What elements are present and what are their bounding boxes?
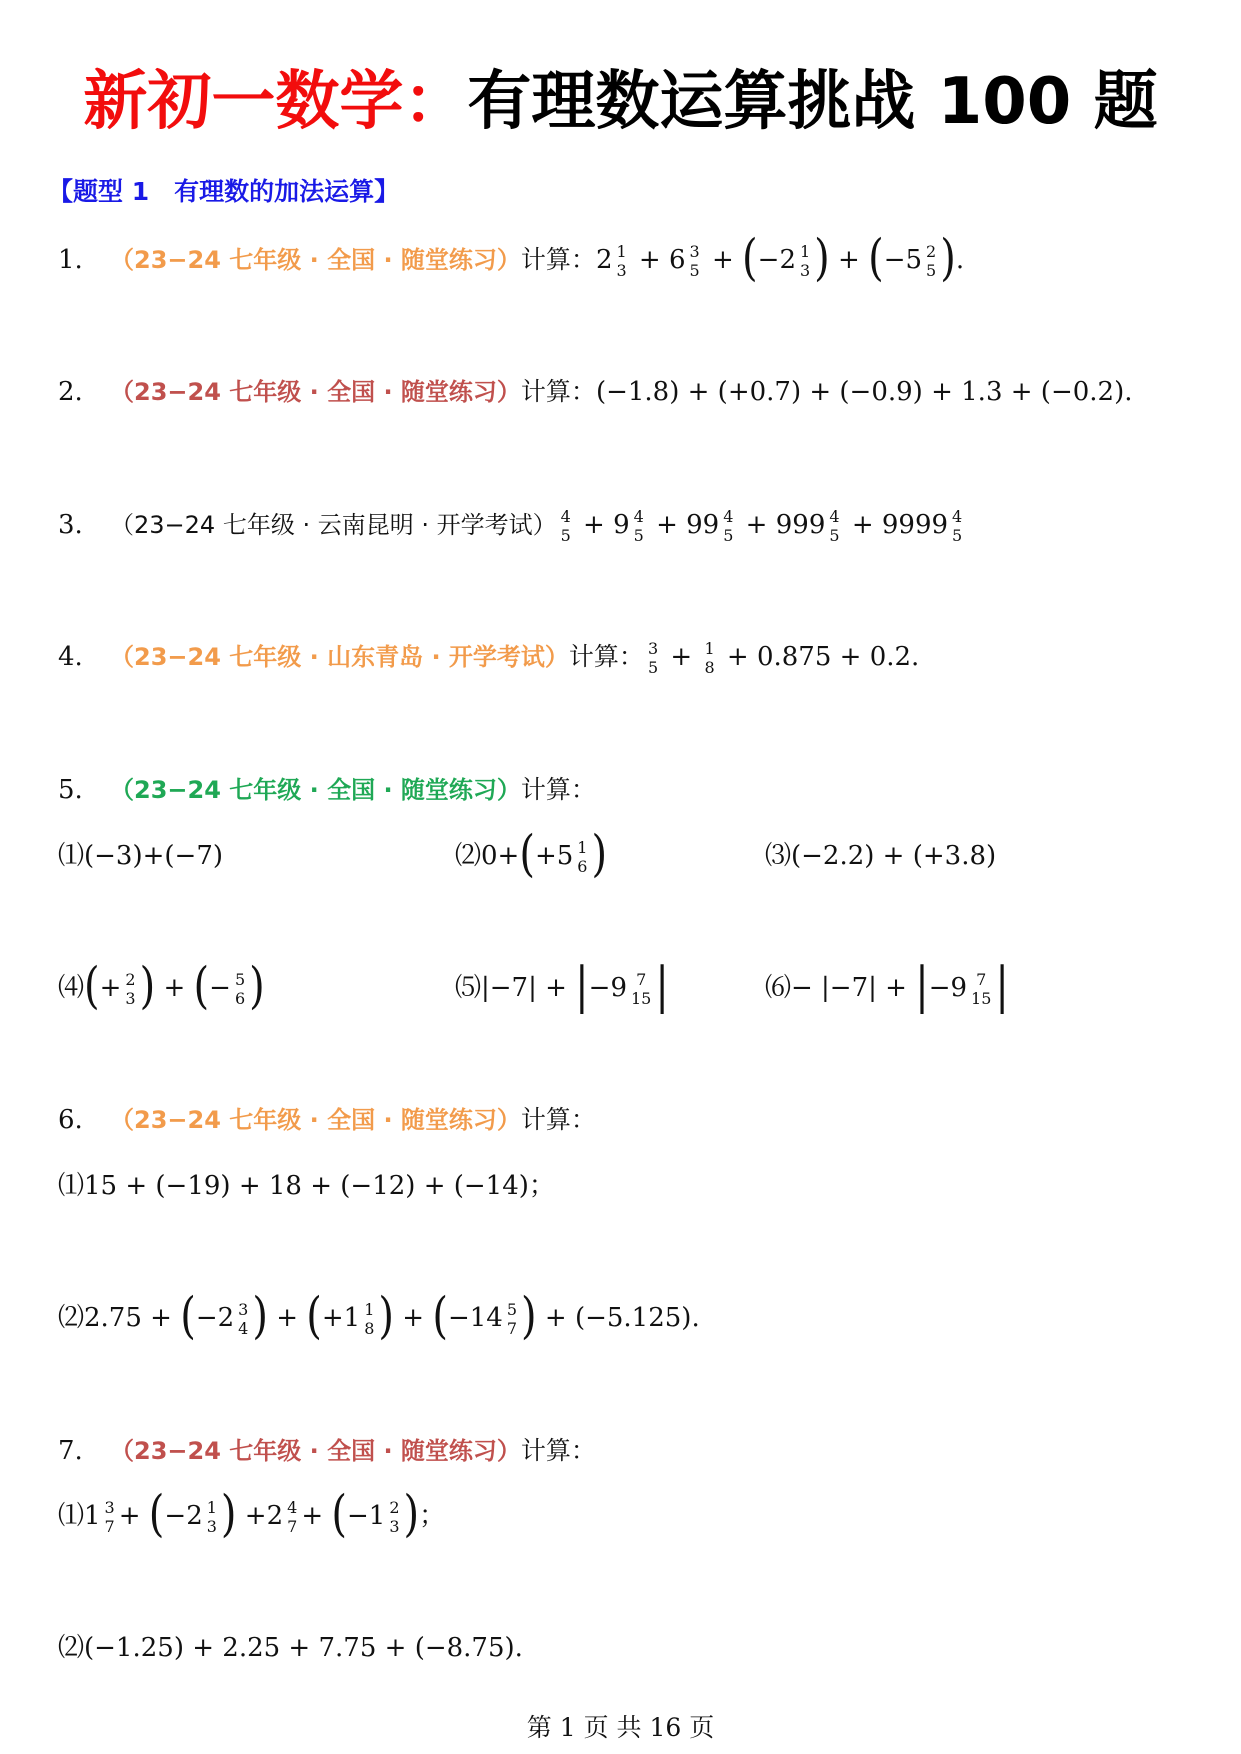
problem-lead: 计算：	[520, 1105, 596, 1134]
problem-1	[58, 229, 965, 287]
p6-sub-1: ⑴15 + (−19) + 18 + (−12) + (−14)；	[58, 1171, 555, 1201]
p5-sub-3: ⑶(−2.2) + (+3.8)	[765, 841, 997, 871]
problem-number: 1.	[58, 245, 83, 275]
problem-6	[58, 1100, 596, 1140]
problem-lead: 计算：	[520, 1436, 596, 1465]
math-expression: 2 1 3 + 6 3 5 + (−2 1 3 ) + (−5 2 5 ).	[595, 229, 965, 287]
problem-source: （23−24 七年级 · 云南昆明 · 开学考试）	[110, 511, 557, 539]
math-expression: 3 5 + 1 8 + 0.875 + 0.2.	[647, 639, 920, 677]
problem-number: 7.	[58, 1436, 83, 1466]
problem-lead: 计算：	[568, 642, 644, 671]
problem-5	[58, 770, 596, 810]
p5-sub-2: ⑵0+(+5 1 6 )	[455, 825, 608, 883]
p6-sub-2: ⑵2.75 + (−2 3 4 ) + (+1 1 8 ) + (−14 5 7 ) + (−5.125).	[58, 1287, 700, 1345]
problem-number: 4.	[58, 642, 83, 672]
problem-lead: 计算：	[520, 775, 596, 804]
problem-source: （23−24 七年级 · 全国 · 随堂练习）	[110, 1106, 521, 1134]
problem-number: 3.	[58, 510, 83, 540]
problem-lead: 计算：	[520, 245, 596, 274]
problem-number: 5.	[58, 775, 83, 805]
problem-number: 6.	[58, 1105, 83, 1135]
p5-sub-4: ⑷(+ 2 3 ) + (− 5 6 )	[58, 957, 265, 1015]
problem-source: （23−24 七年级 · 全国 · 随堂练习）	[110, 1437, 521, 1465]
problem-source: （23−24 七年级 · 全国 · 随堂练习）	[110, 378, 521, 406]
math-expression: (−1.8) + (+0.7) + (−0.9) + 1.3 + (−0.2).	[595, 377, 1133, 407]
p5-sub-1: ⑴(−3)+(−7)	[58, 841, 224, 871]
title-part2: 有理数运算挑战 100 题	[467, 65, 1158, 139]
math-expression: 4 5 + 9 4 5 + 99 4 5 + 999 4 5 + 9999 4 5	[560, 507, 963, 545]
problem-3	[58, 505, 966, 545]
p7-sub-2: ⑵(−1.25) + 2.25 + 7.75 + (−8.75).	[58, 1633, 523, 1663]
page-footer: 第 1 页 共 16 页	[526, 1713, 715, 1742]
problem-source: （23−24 七年级 · 全国 · 随堂练习）	[110, 246, 521, 274]
problem-7	[58, 1431, 596, 1471]
problem-2	[58, 372, 1133, 412]
p5-sub-6: ⑹− |−7| + |−9 7 15 |	[765, 957, 1009, 1015]
problem-lead: 计算：	[520, 377, 596, 406]
page-title	[0, 62, 1241, 142]
p5-sub-5: ⑸|−7| + |−9 7 15 |	[455, 957, 669, 1015]
title-part1: 新初一数学：	[83, 65, 468, 139]
problem-4	[58, 637, 919, 677]
p7-sub-1: ⑴1 3 7 + (−2 1 3 ) +2 4 7 + (−1 2 3 )；	[58, 1485, 446, 1543]
problem-number: 2.	[58, 377, 83, 407]
problem-source: （23−24 七年级 · 全国 · 随堂练习）	[110, 776, 521, 804]
problem-source: （23−24 七年级 · 山东青岛 · 开学考试）	[110, 643, 569, 671]
section-heading: 【题型 1 有理数的加法运算】	[48, 177, 400, 206]
